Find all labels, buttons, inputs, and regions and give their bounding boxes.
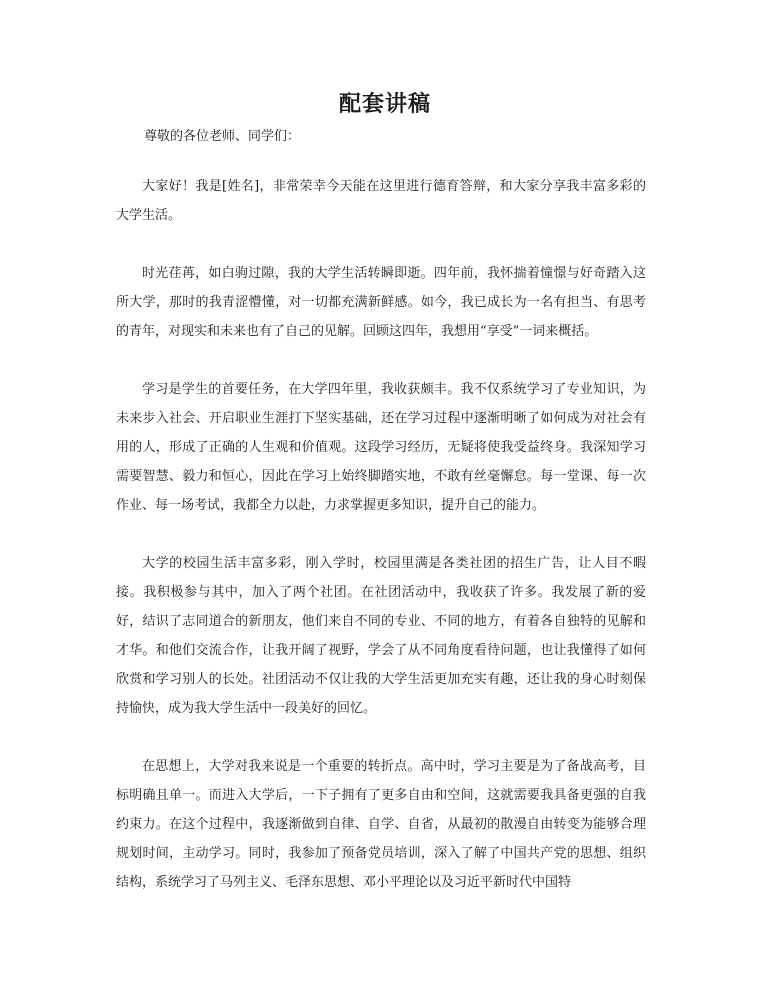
salutation: 尊敬的各位老师、同学们： [144, 129, 301, 144]
paragraph-study: 学习是学生的首要任务，在大学四年里，我收获颇丰。我不仅系统学习了专业知识，为未来步入社会、开启职业生涯打下坚实基础，还在学习过程中逐渐明晰了如何成为对社会有用的人，形成了正确的人生观和价值观。这段学习经历，无疑将使我受益终身。我深知学习需要智慧、毅力和恒心，因此在学习上始终脚踏实地，不敢有丝毫懈怠。每一堂课、每一次作业、每一场考试，我都全力以赴，力求掌握更多知识，提升自己的能力。 [116, 382, 646, 513]
paragraph-greeting: 大家好！我是[姓名]，非常荣幸今天能在这里进行德育答辩，和大家分享我丰富多彩的大学生活。 [116, 179, 646, 223]
paragraph-campus-life: 大学的校园生活丰富多彩，刚入学时，校园里满是各类社团的招生广告，让人目不暇接。我积极参与其中，加入了两个社团。在社团活动中，我收获了许多。我发展了新的爱好，结识了志同道合的新朋友，他们来自不同的专业、不同的地方，有着各自独特的见解和才华。和他们交流合作，让我开阔了视野，学会了从不同角度看待问题，也让我懂得了如何欣赏和学习别人的长处。社团活动不仅让我的大学生活更加充实有趣，还让我的身心时刻保持愉快，成为我大学生活中一段美好的回忆。 [116, 556, 646, 716]
paragraph-thought: 在思想上，大学对我来说是一个重要的转折点。高中时，学习主要是为了备战高考，目标明确且单一。而进入大学后，一下子拥有了更多自由和空间，这就需要我具备更强的自我约束力。在这个过程中，我逐渐做到自律、自学、自省，从最初的散漫自由转变为能够合理规划时间，主动学习。同时，我参加了预备党员培训，深入了解了中国共产党的思想、组织结构，系统学习了马列主义、毛泽东思想、邓小平理论以及习近平新时代中国特 [116, 759, 646, 890]
paragraph-time: 时光荏苒，如白驹过隙，我的大学生活转瞬即逝。四年前，我怀揣着憧憬与好奇踏入这所大学，那时的我青涩懵懂，对一切都充满新鲜感。如今，我已成长为一名有担当、有思考的青年，对现实和未来也有了自己的见解。回顾这四年，我想用“享受”一词来概括。 [116, 266, 646, 339]
page-title: 配套讲稿 [338, 91, 431, 117]
speech-body [116, 172, 646, 897]
